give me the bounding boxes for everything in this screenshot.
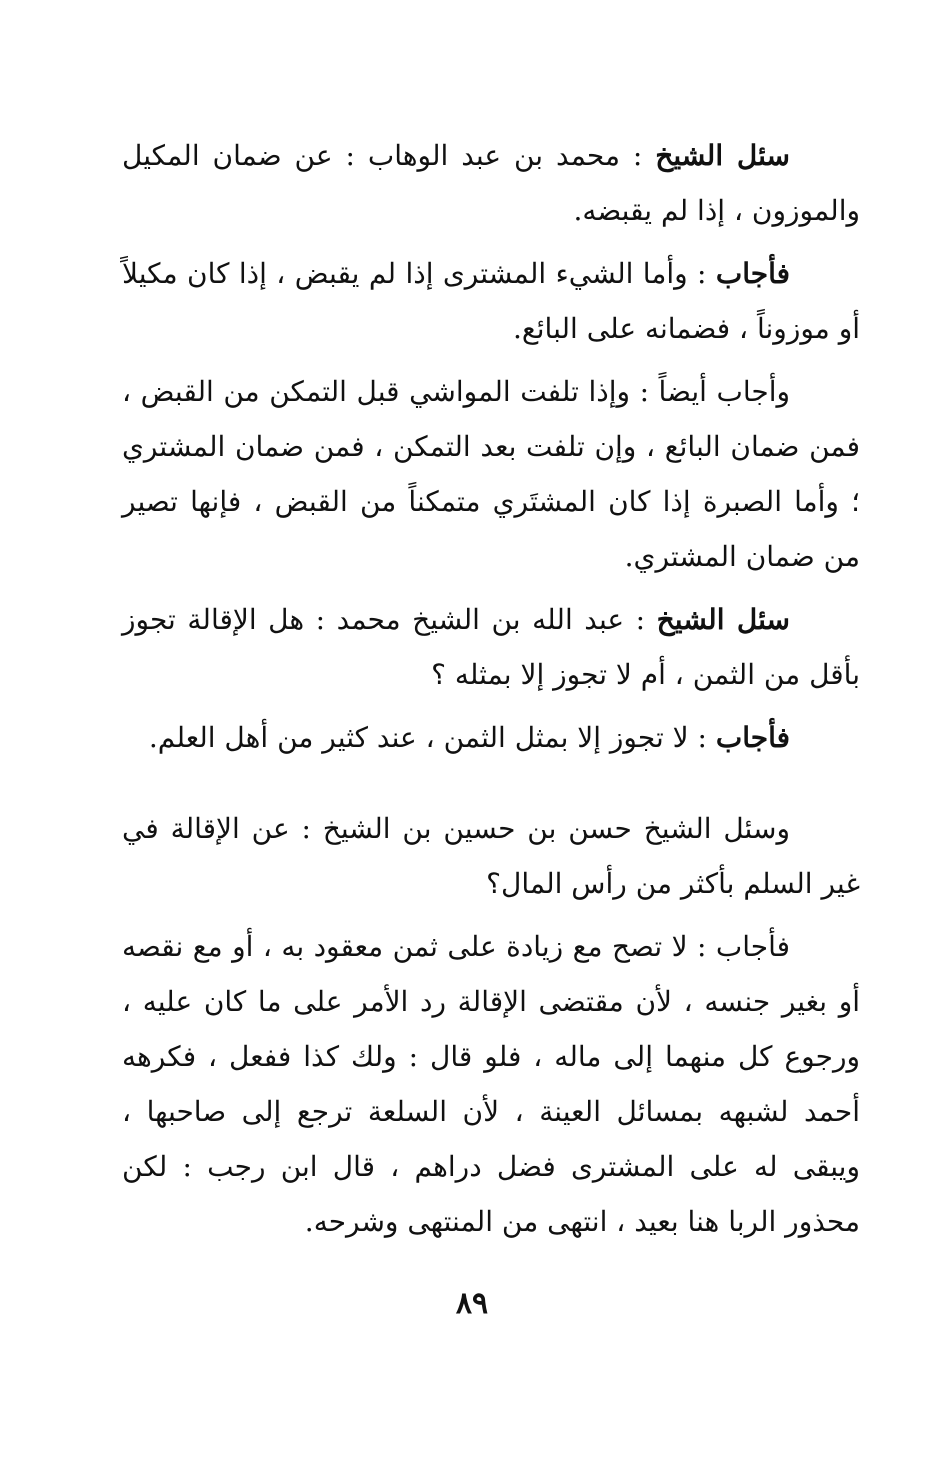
- paragraph-text: وأجاب أيضاً : وإذا تلفت المواشي قبل التمكن من القبض ، فمن ضمان البائع ، وإن تلفت بعد التمكن ، فمن ضمان المشتري ؛ وأما الصبرة إذا كان المشتَري متمكناً من القبض ، فإنها تصير من ضمان المشتري.: [122, 375, 860, 573]
- page-body: [122, 128, 860, 1249]
- paragraph-text: : محمد بن عبد الوهاب : عن ضمان المكيل والموزون ، إذا لم يقبضه.: [122, 139, 860, 227]
- page-number: ٨٩: [455, 1286, 489, 1321]
- paragraph-question-3: [122, 801, 860, 911]
- paragraph-lead: فأجاب: [715, 257, 790, 290]
- paragraph-question-2: [122, 592, 860, 702]
- paragraph-answer-4: [122, 919, 860, 1249]
- paragraph-text: : وأما الشيء المشترى إذا لم يقبض ، إذا كان مكيلاً أو موزوناً ، فضمانه على البائع.: [122, 257, 860, 345]
- paragraph-answer-1: [122, 246, 860, 356]
- paragraph-answer-2: [122, 364, 860, 584]
- paragraph-text: : عبد الله بن الشيخ محمد : هل الإقالة تجوز بأقل من الثمن ، أم لا تجوز إلا بمثله ؟: [122, 603, 860, 691]
- paragraph-lead: فأجاب: [715, 721, 790, 754]
- paragraph-lead: سئل الشيخ: [655, 139, 790, 172]
- paragraph-lead: سئل الشيخ: [656, 603, 790, 636]
- paragraph-text: : لا تجوز إلا بمثل الثمن ، عند كثير من أهل العلم.: [148, 721, 716, 754]
- paragraph-text: وسئل الشيخ حسن بن حسين بن الشيخ : عن الإقالة في غير السلم بأكثر من رأس المال؟: [122, 812, 860, 900]
- paragraph-answer-3: [122, 710, 860, 765]
- paragraph-text: فأجاب : لا تصح مع زيادة على ثمن معقود به ، أو مع نقصه أو بغير جنسه ، لأن مقتضى الإقالة رد الأمر على ما كان عليه ، ورجوع كل منهما إلى ماله ، فلو قال : ولك كذا ففعل ، فكرهه أحمد لشبهه بمسائل العينة ، لأن السلعة ترجع إلى صاحبها ، ويبقى له على المشترى فضل دراهم ، قال ابن رجب : لكن محذور الربا هنا بعيد ، انتهى من المنتهى وشرحه.: [122, 930, 860, 1238]
- paragraph-question-1: [122, 128, 860, 238]
